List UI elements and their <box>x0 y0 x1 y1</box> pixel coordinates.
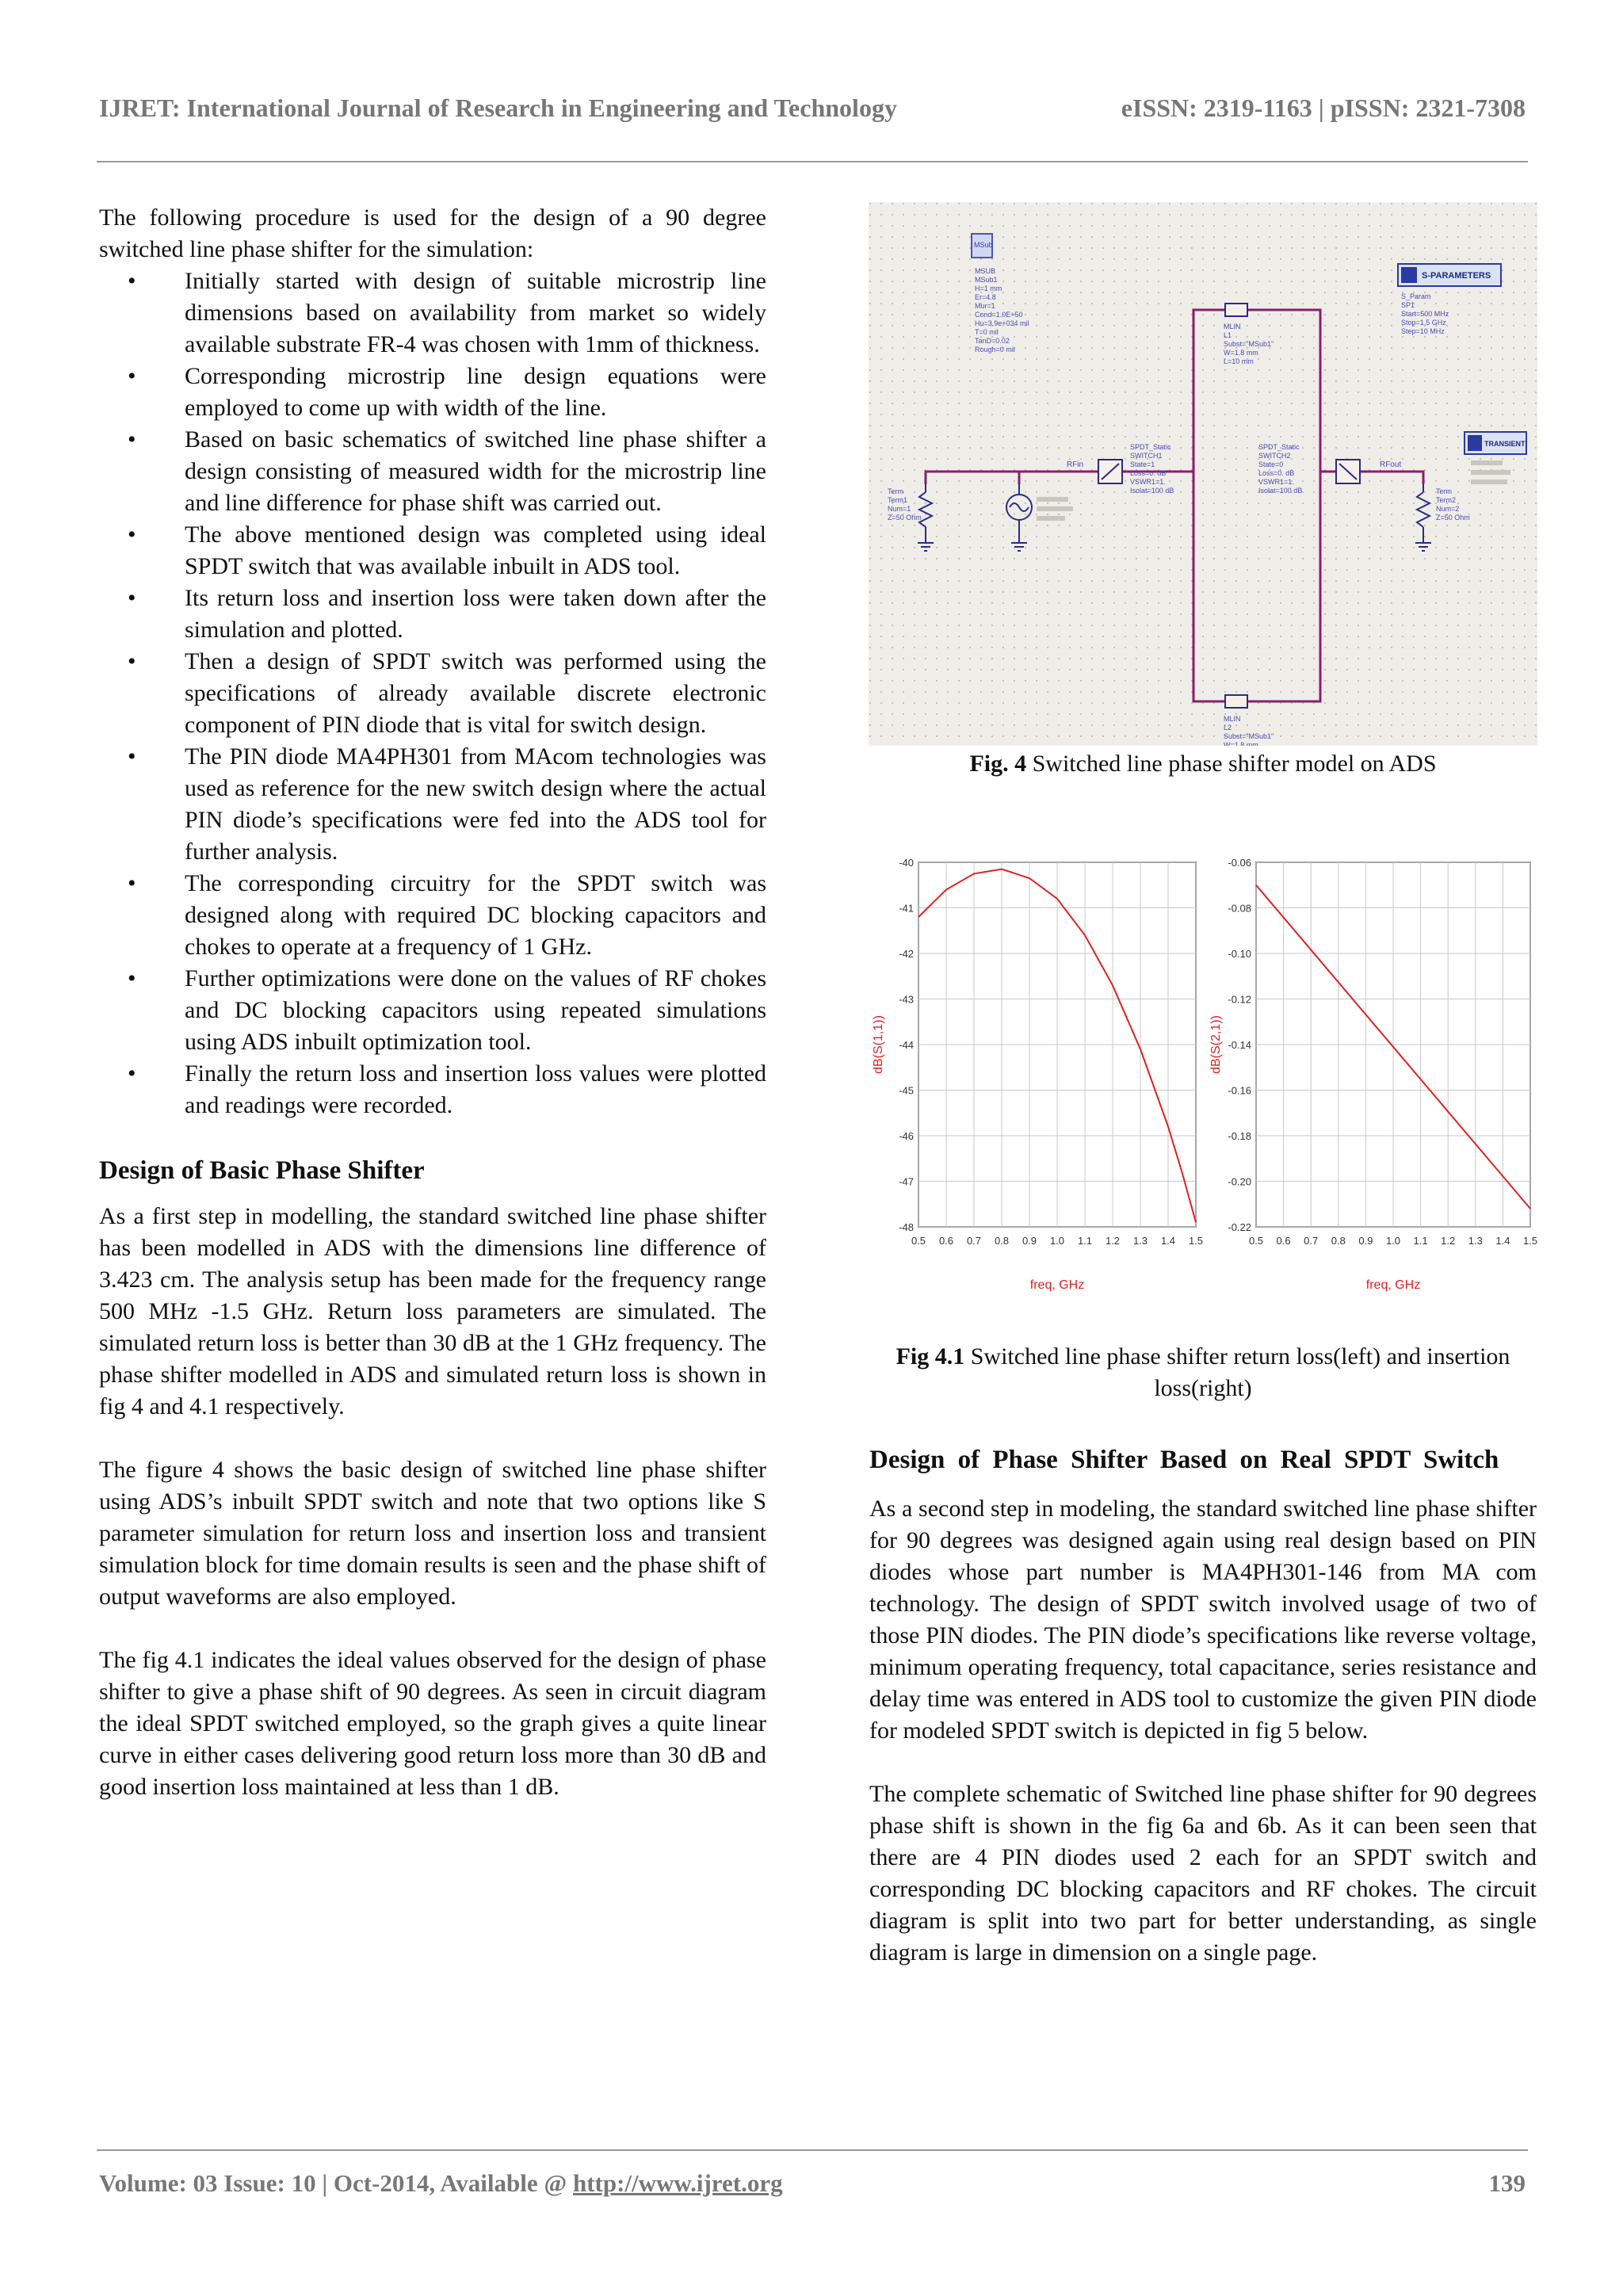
x-tick-label: 0.7 <box>1304 1235 1319 1247</box>
list-item: • Finally the return loss and insertion loss values were plotted and readings were recorded. <box>99 1058 766 1121</box>
s-parameter-charts <box>869 846 1538 1306</box>
y-tick-label: -40 <box>899 857 914 869</box>
list-item: • The PIN diode MA4PH301 from MAcom technologies was used as reference for the new switch design where the actual PIN diode’s specifications were fed into the ADS tool for further analysis. <box>99 741 766 868</box>
msub-line: Mur=1 <box>975 302 995 310</box>
spdt-switch-2 <box>1336 460 1360 483</box>
sparam-line: S_Param <box>1401 292 1431 300</box>
x-tick-label: 0.7 <box>966 1235 982 1247</box>
paragraph: The figure 4 shows the basic design of switched line phase shifter using ADS’s inbuilt SPDT switch and note that two options like S parameter simulation for return loss and insertion loss and transient simulation block for time domain results is seen and the phase shift of output waveforms are also employed. <box>99 1457 766 1610</box>
y-tick-label: -48 <box>899 1221 914 1233</box>
x-tick-label: 0.6 <box>1276 1235 1291 1247</box>
term1-line: Term1 <box>888 496 908 504</box>
section-heading: Design of Basic Phase Shifter <box>99 1156 425 1185</box>
msub-line: Hu=3.9e+034 mil <box>975 319 1029 327</box>
term1-line: Num=1 <box>888 505 911 513</box>
ads-schematic <box>869 202 1537 746</box>
journal-link[interactable]: http://www.ijret.org <box>572 2169 783 2197</box>
fig4-label: Fig. 4 <box>969 751 1027 777</box>
sparam-line: Stop=1.5 GHz <box>1401 319 1446 327</box>
s-parameters-label: S-PARAMETERS <box>1422 271 1491 281</box>
transient-label: TRANSIENT <box>1484 440 1526 448</box>
paragraph: As a first step in modelling, the standard switched line phase shifter has been modelled in ADS with the dimensions line difference of 3.423 cm. The analysis setup has been made for the frequency range 500 MHz -1.5 GHz. Return loss parameters are simulated. The simulated return loss is better than 30 dB at the 1 GHz frequency. The phase shifter modelled in ADS and simulated return loss is shown in fig 4 and 4.1 respectively. <box>99 1203 766 1419</box>
fig41-caption-text: Switched line phase shifter return loss(left) and insertion loss(right) <box>970 1343 1510 1401</box>
sw2-line: Isolat=100 dB <box>1258 487 1303 495</box>
msub-line: T=0 mil <box>975 328 999 336</box>
sw1-line: Isolat=100 dB <box>1130 487 1174 495</box>
msub-title: MSub <box>974 241 993 249</box>
x-axis-label: freq, GHz <box>1029 1278 1085 1292</box>
list-item: • Its return loss and insertion loss were taken down after the simulation and plotted. <box>99 583 766 646</box>
sw2-line: State=0 <box>1258 460 1284 468</box>
sw1-line: SPDT_Static <box>1130 443 1171 451</box>
issn: eISSN: 2319-1163 | pISSN: 2321-7308 <box>1121 94 1526 122</box>
x-tick-label: 1.4 <box>1495 1235 1510 1247</box>
sw2-line: SPDT_Static <box>1258 443 1300 451</box>
sw2-line: VSWR1=1. <box>1258 478 1294 486</box>
y-tick-label: -47 <box>899 1175 914 1188</box>
msub-line: TanD=0.02 <box>975 337 1010 345</box>
x-tick-label: 0.5 <box>1248 1235 1264 1247</box>
mlin2-line: W=1.8 mm <box>1224 741 1258 746</box>
y-tick-label: -42 <box>899 948 914 960</box>
mlin1-line: L=10 mm <box>1224 357 1254 365</box>
sw1-line: SWITCH1 <box>1130 452 1163 460</box>
footer-rule <box>97 2149 1528 2151</box>
term2-line: Num=2 <box>1436 505 1460 513</box>
fig4-caption-text: Switched line phase shifter model on ADS <box>1032 751 1437 777</box>
x-tick-label: 0.8 <box>994 1235 1010 1247</box>
x-axis-label: freq, GHz <box>1365 1278 1421 1292</box>
x-tick-label: 0.5 <box>911 1235 926 1247</box>
figure-4-schematic <box>869 202 1537 750</box>
y-tick-label: -41 <box>899 902 914 915</box>
procedure-list <box>99 266 766 1121</box>
y-tick-label: -0.16 <box>1228 1084 1251 1097</box>
x-tick-label: 0.6 <box>938 1235 954 1247</box>
term1-line: Z=50 Ohm <box>888 514 922 521</box>
intro-paragraph: The following procedure is used for the design of a 90 degree switched line phase shifter for the simulation: <box>99 204 766 262</box>
sw1-line: State=1 <box>1130 460 1155 468</box>
list-item: • Initially started with design of suitable microstrip line dimensions based on availability from market so widely available substrate FR-4 was chosen with 1mm of thickness. <box>99 266 766 361</box>
y-tick-label: -0.08 <box>1228 902 1251 915</box>
mlin1-line: Subst="MSub1" <box>1224 340 1274 348</box>
list-item: • Then a design of SPDT switch was performed using the specifications of already available discrete electronic component of PIN diode that is vital for switch design. <box>99 646 766 741</box>
list-item: • Corresponding microstrip line design equations were employed to come up with width of the line. <box>99 361 766 424</box>
mlin2-line: L2 <box>1224 724 1232 732</box>
y-tick-label: -46 <box>899 1130 914 1142</box>
y-axis-label: dB(S(1,1)) <box>872 1015 885 1074</box>
msub-line: Rough=0 mil <box>975 346 1015 353</box>
sw2-line: Loss=0. dB <box>1258 469 1295 477</box>
term2-line: Term2 <box>1436 496 1457 504</box>
term2-line: Term <box>1436 487 1452 495</box>
list-item: • Based on basic schematics of switched line phase shifter a design consisting of measured width for the microstrip line and line difference for phase shift was carried out. <box>99 424 766 519</box>
term2-line: Z=50 Ohm <box>1436 514 1470 521</box>
mlin2-line: Subst="MSub1" <box>1224 732 1274 740</box>
footer-volume: Volume: 03 Issue: 10 | Oct-2014, Available @ <box>99 2169 573 2197</box>
y-tick-label: -0.22 <box>1228 1221 1251 1233</box>
x-tick-label: 1.0 <box>1385 1235 1401 1247</box>
x-tick-label: 0.9 <box>1022 1235 1037 1247</box>
paragraph: The fig 4.1 indicates the ideal values observed for the design of phase shifter to give a phase shift of 90 degrees. As seen in circuit diagram the ideal SPDT switched employed, so the graph gives a quite linear curve in either cases delivering good return loss more than 30 dB and good insertion loss maintained at less than 1 dB. <box>99 1647 766 1800</box>
figure-4-1-charts <box>869 846 1538 1310</box>
mlin1-line: MLIN <box>1224 323 1241 330</box>
msub-line: Cond=1.0E+50 <box>975 311 1023 319</box>
x-tick-label: 1.5 <box>1188 1235 1204 1247</box>
rfout-label: RFout <box>1380 460 1402 469</box>
mlin-l1 <box>1225 304 1247 316</box>
y-tick-label: -0.12 <box>1228 993 1251 1006</box>
fig41-caption <box>869 1341 1537 1404</box>
section-heading: Design of Phase Shifter Based on Real SPDT Switch <box>869 1446 1499 1474</box>
y-tick-label: -44 <box>899 1039 914 1051</box>
mlin2-line: MLIN <box>1224 715 1241 723</box>
fig4-caption <box>869 748 1537 780</box>
list-item: • Further optimizations were done on the values of RF chokes and DC blocking capacitors using repeated simulations using ADS inbuilt optimization tool. <box>99 963 766 1058</box>
list-item: • The corresponding circuitry for the SPDT switch was designed along with required DC blocking capacitors and chokes to operate at a frequency of 1 GHz. <box>99 868 766 963</box>
right-column <box>869 1435 1537 1969</box>
x-tick-label: 1.5 <box>1522 1235 1538 1247</box>
spdt-switch-1 <box>1098 460 1122 483</box>
page-number: 139 <box>1488 2169 1526 2197</box>
y-tick-label: -0.06 <box>1228 857 1251 869</box>
x-tick-label: 1.1 <box>1077 1235 1093 1247</box>
sparam-line: Step=10 MHz <box>1401 327 1445 335</box>
x-tick-label: 1.0 <box>1049 1235 1065 1247</box>
y-tick-label: -0.18 <box>1228 1130 1251 1142</box>
sparam-line: SP1 <box>1401 301 1415 309</box>
x-tick-label: 0.8 <box>1331 1235 1346 1247</box>
y-tick-label: -0.14 <box>1228 1039 1251 1051</box>
sw1-line: VSWR1=1. <box>1130 478 1166 486</box>
y-axis-label: dB(S(2,1)) <box>1209 1015 1223 1074</box>
msub-line: MSub1 <box>975 276 998 284</box>
list-item: • The above mentioned design was completed using ideal SPDT switch that was available inbuilt in ADS tool. <box>99 519 766 583</box>
msub-line: Er=4.8 <box>975 293 996 301</box>
x-tick-label: 1.2 <box>1441 1235 1456 1247</box>
left-column <box>99 202 766 1803</box>
y-tick-label: -45 <box>899 1084 914 1097</box>
x-tick-label: 1.3 <box>1132 1235 1148 1247</box>
x-tick-label: 1.2 <box>1105 1235 1121 1247</box>
fig41-label: Fig 4.1 <box>896 1343 965 1370</box>
sw1-line: Loss=0. dB <box>1130 469 1167 477</box>
sparam-line: Start=500 MHz <box>1401 310 1449 318</box>
mlin1-line: L1 <box>1224 331 1232 339</box>
journal-title: IJRET: International Journal of Research in Engineering and Technology <box>99 94 897 122</box>
y-tick-label: -43 <box>899 993 914 1006</box>
msub-line: MSUB <box>975 267 996 275</box>
header-rule <box>97 161 1528 162</box>
y-tick-label: -0.20 <box>1228 1175 1251 1188</box>
mlin-l2 <box>1225 695 1247 708</box>
sw2-line: SWITCH2 <box>1258 452 1291 460</box>
rfin-label: RFin <box>1067 460 1084 469</box>
y-tick-label: -0.10 <box>1228 948 1251 960</box>
msub-line: H=1 mm <box>975 285 1002 292</box>
paragraph: The complete schematic of Switched line phase shifter for 90 degrees phase shift is shown in the fig 6a and 6b. As it can been seen that there are 4 PIN diodes used 2 each for an SPDT switch and corresponding DC blocking capacitors and RF chokes. The circuit diagram is split into two part for better understanding, as single diagram is large in dimension on a single page. <box>869 1781 1537 1966</box>
x-tick-label: 1.1 <box>1413 1235 1428 1247</box>
x-tick-label: 1.3 <box>1468 1235 1483 1247</box>
paragraph: As a second step in modeling, the standard switched line phase shifter for 90 degrees was designed again using real design based on PIN diodes whose part number is MA4PH301-146 from MA com technology. The design of SPDT switch involved usage of two of those PIN diodes. The PIN diode’s specifications like reverse voltage, minimum operating frequency, total capacitance, series resistance and delay time was entered in ADS tool to customize the given PIN diode for modeled SPDT switch is depicted in fig 5 below. <box>869 1496 1537 1744</box>
page-footer <box>99 2169 1526 2198</box>
x-tick-label: 1.4 <box>1160 1235 1176 1247</box>
mlin1-line: W=1.8 mm <box>1224 349 1258 357</box>
x-tick-label: 0.9 <box>1358 1235 1373 1247</box>
term1-line: Term <box>888 487 903 495</box>
